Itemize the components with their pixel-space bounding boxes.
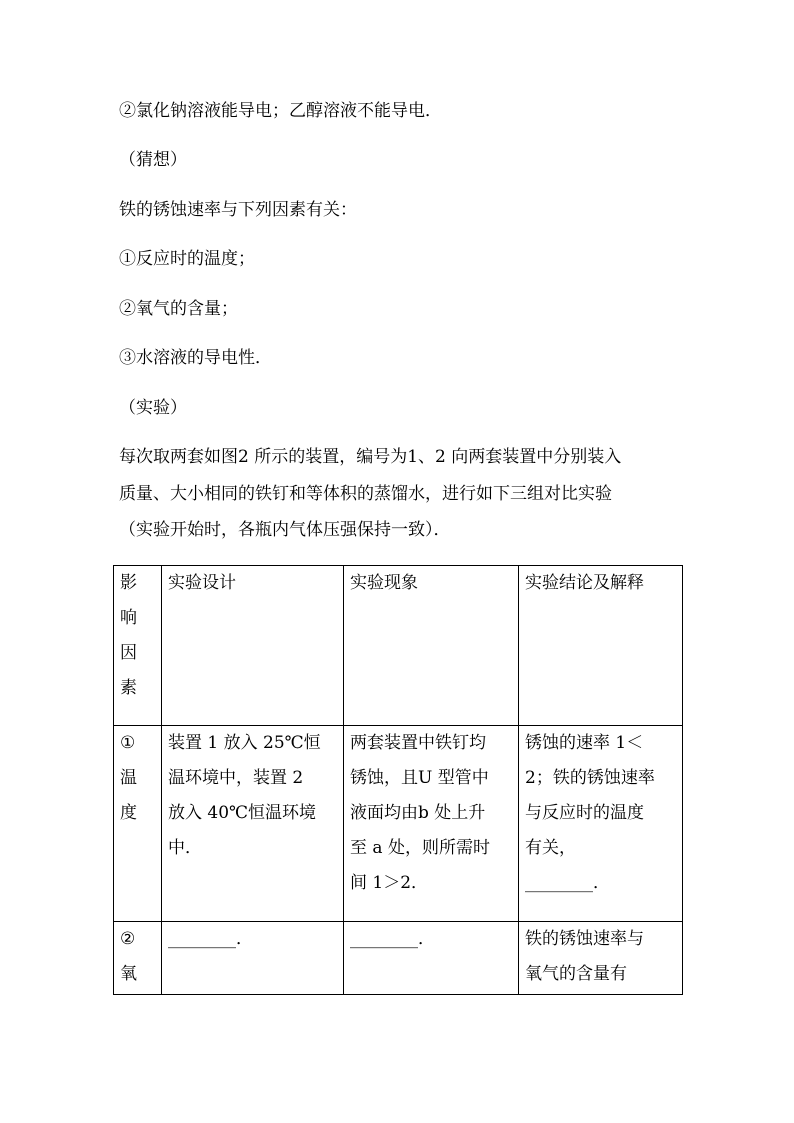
cell-line: 温环境中，装置 2 — [168, 768, 304, 789]
row-phenomenon-oxygen — [344, 921, 519, 994]
cell-line: 温 — [120, 768, 137, 789]
hypothesis-item-conductivity: ③水溶液的导电性． — [119, 348, 272, 368]
cell-line: 氧 — [120, 963, 137, 984]
cell-line: 氧气的含量有 — [525, 963, 627, 984]
cell-line: 影 — [120, 573, 137, 593]
cell-line: 2；铁的锈蚀速率 — [525, 768, 655, 789]
paragraph-conductivity: ②氯化钠溶液能导电；乙醇溶液不能导电． — [119, 101, 442, 121]
row-conclusion-temperature — [519, 726, 683, 921]
cell-line: 素 — [120, 678, 137, 698]
table-header-row — [114, 566, 683, 726]
row-design-temperature — [162, 726, 344, 921]
cell-line: 至 a 处，则所需时 — [350, 838, 490, 859]
header-cell-design — [162, 566, 344, 726]
cell-line: 实验设计 — [168, 573, 236, 593]
cell-line: ① — [120, 733, 136, 754]
paragraph-experiment-line-1: 每次取两套如图2 所示的装置，编号为1、2 向两套装置中分别装入 — [119, 447, 622, 467]
row-conclusion-oxygen — [519, 921, 683, 994]
row-design-oxygen — [162, 921, 344, 994]
cell-line: 锈蚀的速率 1＜ — [525, 733, 644, 754]
header-cell-phenomenon — [344, 566, 519, 726]
paragraph-experiment-line-3: （实验开始时，各瓶内气体压强保持一致）． — [119, 520, 451, 540]
cell-line: ② — [120, 928, 136, 949]
cell-line: 实验现象 — [350, 573, 418, 593]
cell-line: 实验结论及解释 — [525, 573, 644, 593]
cell-line: 液面均由b 处上升 — [350, 803, 486, 824]
answer-blank: ________． — [350, 928, 435, 949]
header-cell-conclusion — [519, 566, 683, 726]
section-heading-experiment: （实验） — [119, 398, 187, 418]
cell-line: 响 — [120, 608, 137, 628]
row-factor-temperature — [114, 726, 162, 921]
cell-line: 装置 1 放入 25℃恒 — [168, 733, 321, 754]
section-heading-hypothesis: （猜想） — [119, 150, 187, 170]
row-phenomenon-temperature — [344, 726, 519, 921]
table-row — [114, 921, 683, 994]
cell-line: 与反应时的温度 — [525, 803, 644, 824]
row-factor-oxygen — [114, 921, 162, 994]
paragraph-experiment-line-2: 质量、大小相同的铁钉和等体积的蒸馏水，进行如下三组对比实验 — [119, 484, 612, 504]
paragraph-hypothesis-intro: 铁的锈蚀速率与下列因素有关： — [119, 200, 357, 220]
cell-line: 因 — [120, 643, 137, 663]
cell-line: 锈蚀，且U 型管中 — [350, 768, 489, 789]
experiment-table — [113, 565, 683, 995]
header-cell-factor — [114, 566, 162, 726]
cell-line: 有关， — [525, 838, 576, 859]
table-row — [114, 726, 683, 921]
cell-line: 间 1＞2． — [350, 873, 429, 894]
cell-line: 铁的锈蚀速率与 — [525, 928, 644, 949]
cell-line: 放入 40℃恒温环境 — [168, 803, 317, 824]
answer-blank: ________． — [525, 873, 610, 894]
hypothesis-item-temperature: ①反应时的温度； — [119, 249, 255, 269]
hypothesis-item-oxygen: ②氧气的含量； — [119, 299, 238, 319]
answer-blank: ________． — [168, 928, 253, 949]
cell-line: 两套装置中铁钉均 — [350, 733, 486, 754]
cell-line: 中． — [168, 838, 202, 859]
cell-line: 度 — [120, 803, 137, 824]
